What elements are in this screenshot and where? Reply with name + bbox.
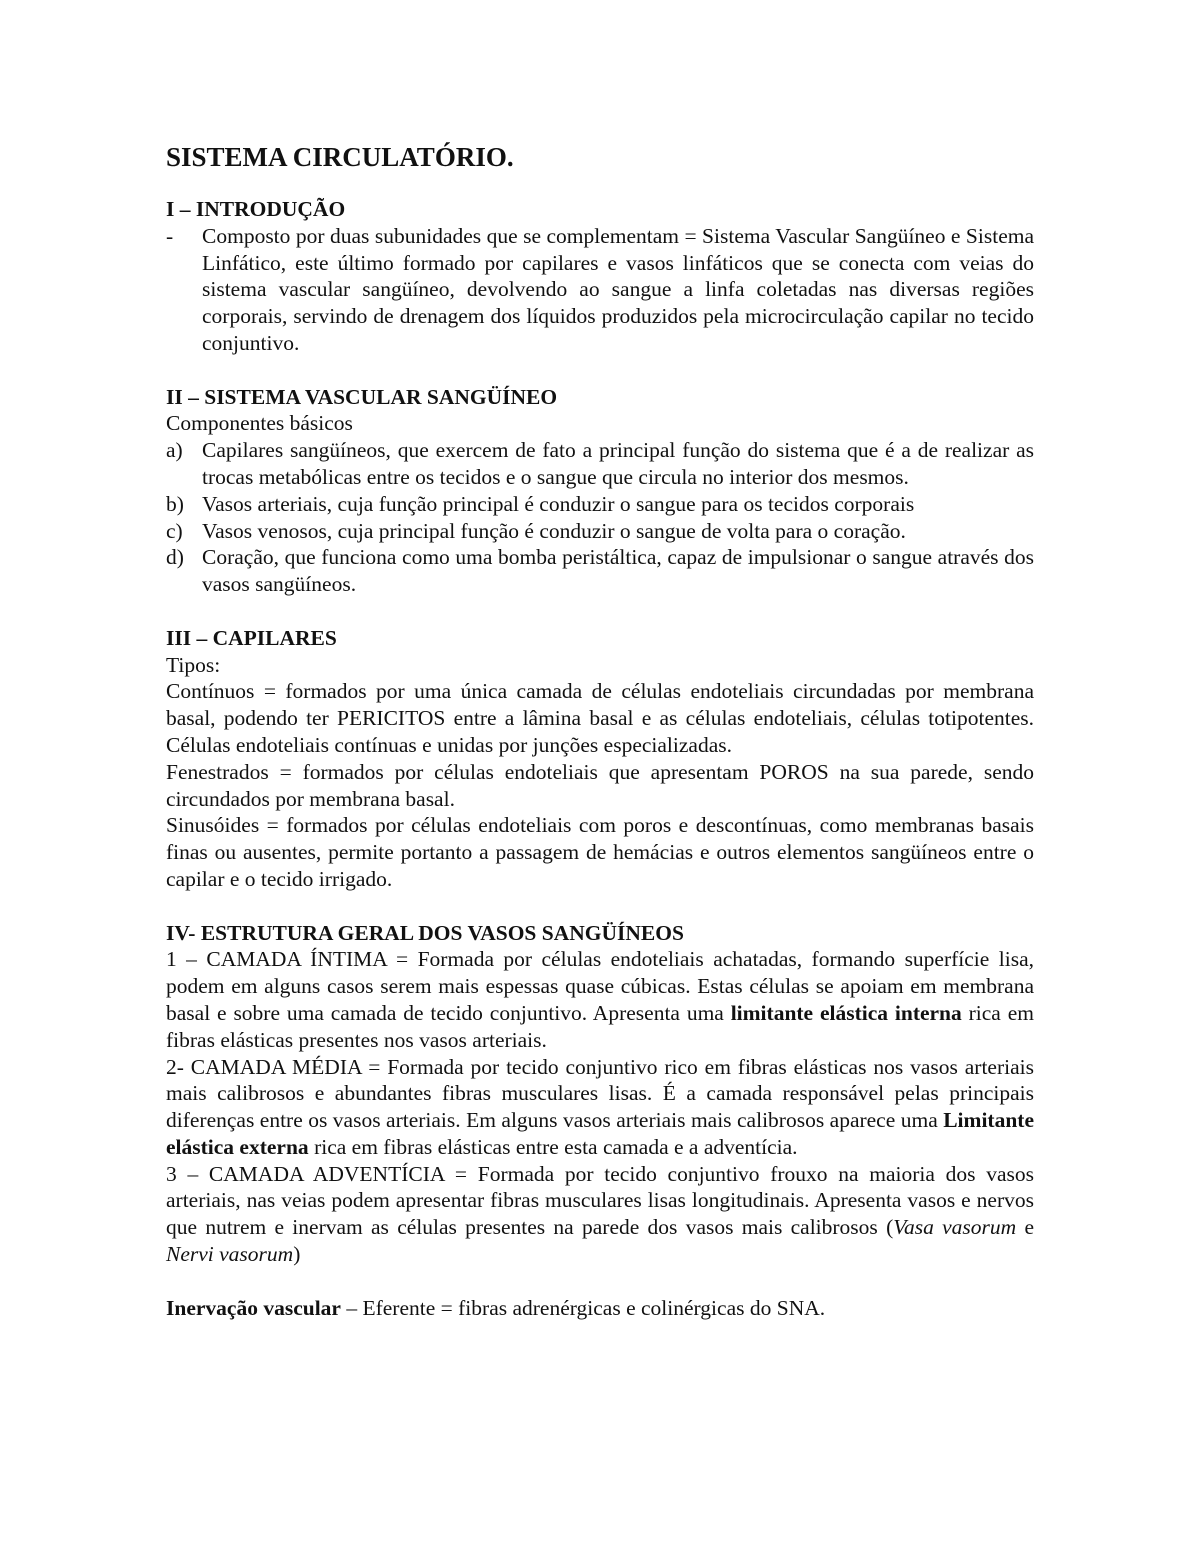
inervacao-text: – Eferente = fibras adrenérgicas e colinérgicas do SNA. [340, 1295, 826, 1320]
paragraph-camada-media [166, 1054, 1034, 1161]
paragraph-camada-intima [166, 946, 1034, 1053]
media-text-end: rica em fibras elásticas entre esta camada e a adventícia. [308, 1134, 798, 1159]
list-item [166, 437, 1034, 491]
list-item [166, 544, 1034, 598]
list-marker: b) [166, 491, 184, 516]
nervi-vasorum-term: Nervi vasorum [166, 1242, 294, 1267]
tipos-label: Tipos: [166, 652, 221, 677]
list-item-text: Capilares sangüíneos, que exercem de fato a principal função do sistema que é a de realizar as trocas metabólicas entre os tecidos e o sangue que circula no interior dos mesmos. [202, 438, 1034, 489]
list-item-text: Vasos arteriais, cuja função principal é conduzir o sangue para os tecidos corporais [202, 491, 915, 516]
vasa-vasorum-term: Vasa vasorum [893, 1215, 1017, 1240]
list-item-text: Coração, que funciona como uma bomba peristáltica, capaz de impulsionar o sangue através dos vasos sangüíneos. [202, 545, 1034, 597]
list-marker: a) [166, 438, 183, 463]
list-item [166, 223, 1034, 357]
inervacao-label: Inervação vascular [166, 1295, 341, 1320]
document-page [166, 140, 1034, 1321]
list-marker: c) [166, 518, 183, 543]
adventicia-connector: e [1016, 1215, 1035, 1240]
paragraph-inervacao [166, 1295, 1034, 1322]
section-heading-sistema-vascular: II – SISTEMA VASCULAR SANGÜÍNEO [166, 384, 558, 409]
list-item-text: Composto por duas subunidades que se complementam = Sistema Vascular Sangüíneo e Sistema Linfático, este último formado por capilares e vasos linfáticos que se conecta com veias do sistema vascular sangüíneo, devolvendo ao sangue a linfa coletadas nas diversas regiões corporais, servindo de drenagem dos líquidos produzidos pela microcirculação capilar no tecido conjuntivo. [202, 223, 1034, 355]
list-item [166, 518, 1034, 545]
intima-bold-term: limitante elástica interna [730, 1000, 962, 1025]
list-item [166, 491, 1034, 518]
list-marker: d) [166, 545, 184, 570]
media-bold-term: Limitante elástica externa [166, 1108, 1034, 1159]
intima-text: 1 – CAMADA ÍNTIMA = Formada por células endoteliais achatadas, formando superfície lisa, podem em alguns casos serem mais espessas quase cúbicas. Estas células se apoiam em membrana basal e sobre uma camada de tecido conjuntivo. Apresenta uma [166, 947, 1034, 1025]
subheading-componentes: Componentes básicos [166, 411, 353, 436]
section-heading-introducao: I – INTRODUÇÃO [166, 197, 346, 221]
section-heading-capilares: III – CAPILARES [166, 625, 337, 650]
media-text: 2- CAMADA MÉDIA = Formada por tecido conjuntivo rico em fibras elásticas nos vasos arteriais mais calibrosos e abundantes fibras musculares lisas. É a camada responsável pelas principais diferenças entre os vasos arteriais. Em alguns vasos arteriais mais calibrosos aparece uma [166, 1054, 1034, 1133]
list-item-text: Vasos venosos, cuja principal função é conduzir o sangue de volta para o coração. [202, 518, 906, 543]
intima-text-end: rica em fibras elásticas presentes nos vasos arteriais. [166, 1000, 1034, 1052]
paragraph-camada-adventicia [166, 1161, 1034, 1268]
paragraph-sinusoides: Sinusóides = formados por células endoteliais com poros e descontínuas, como membranas basais finas ou ausentes, permite portanto a passagem de hemácias e outros elementos sangüíneos entre o capilar e o tecido irrigado. [166, 813, 1034, 891]
adventicia-text: 3 – CAMADA ADVENTÍCIA = Formada por tecido conjuntivo frouxo na maioria dos vasos arteriais, nas veias podem apresentar fibras musculares lisas longitudinais. Apresenta vasos e nervos que nutrem e inervam as células presentes na parede dos vasos mais calibrosos ( [166, 1161, 1034, 1240]
list-marker: - [166, 223, 174, 248]
section-heading-estrutura: IV- ESTRUTURA GERAL DOS VASOS SANGÜÍNEOS [166, 920, 684, 945]
paragraph-fenestrados: Fenestrados = formados por células endoteliais que apresentam POROS na sua parede, sendo circundados por membrana basal. [166, 759, 1034, 811]
paragraph-continuos: Contínuos = formados por uma única camada de células endoteliais circundadas por membrana basal, podendo ter PERICITOS entre a lâmina basal e as células endoteliais, células totipotentes. Células endoteliais contínuas e unidas por junções especializadas. [166, 679, 1034, 757]
document-title: SISTEMA CIRCULATÓRIO. [166, 142, 514, 172]
adventicia-text-end: ) [293, 1242, 301, 1267]
